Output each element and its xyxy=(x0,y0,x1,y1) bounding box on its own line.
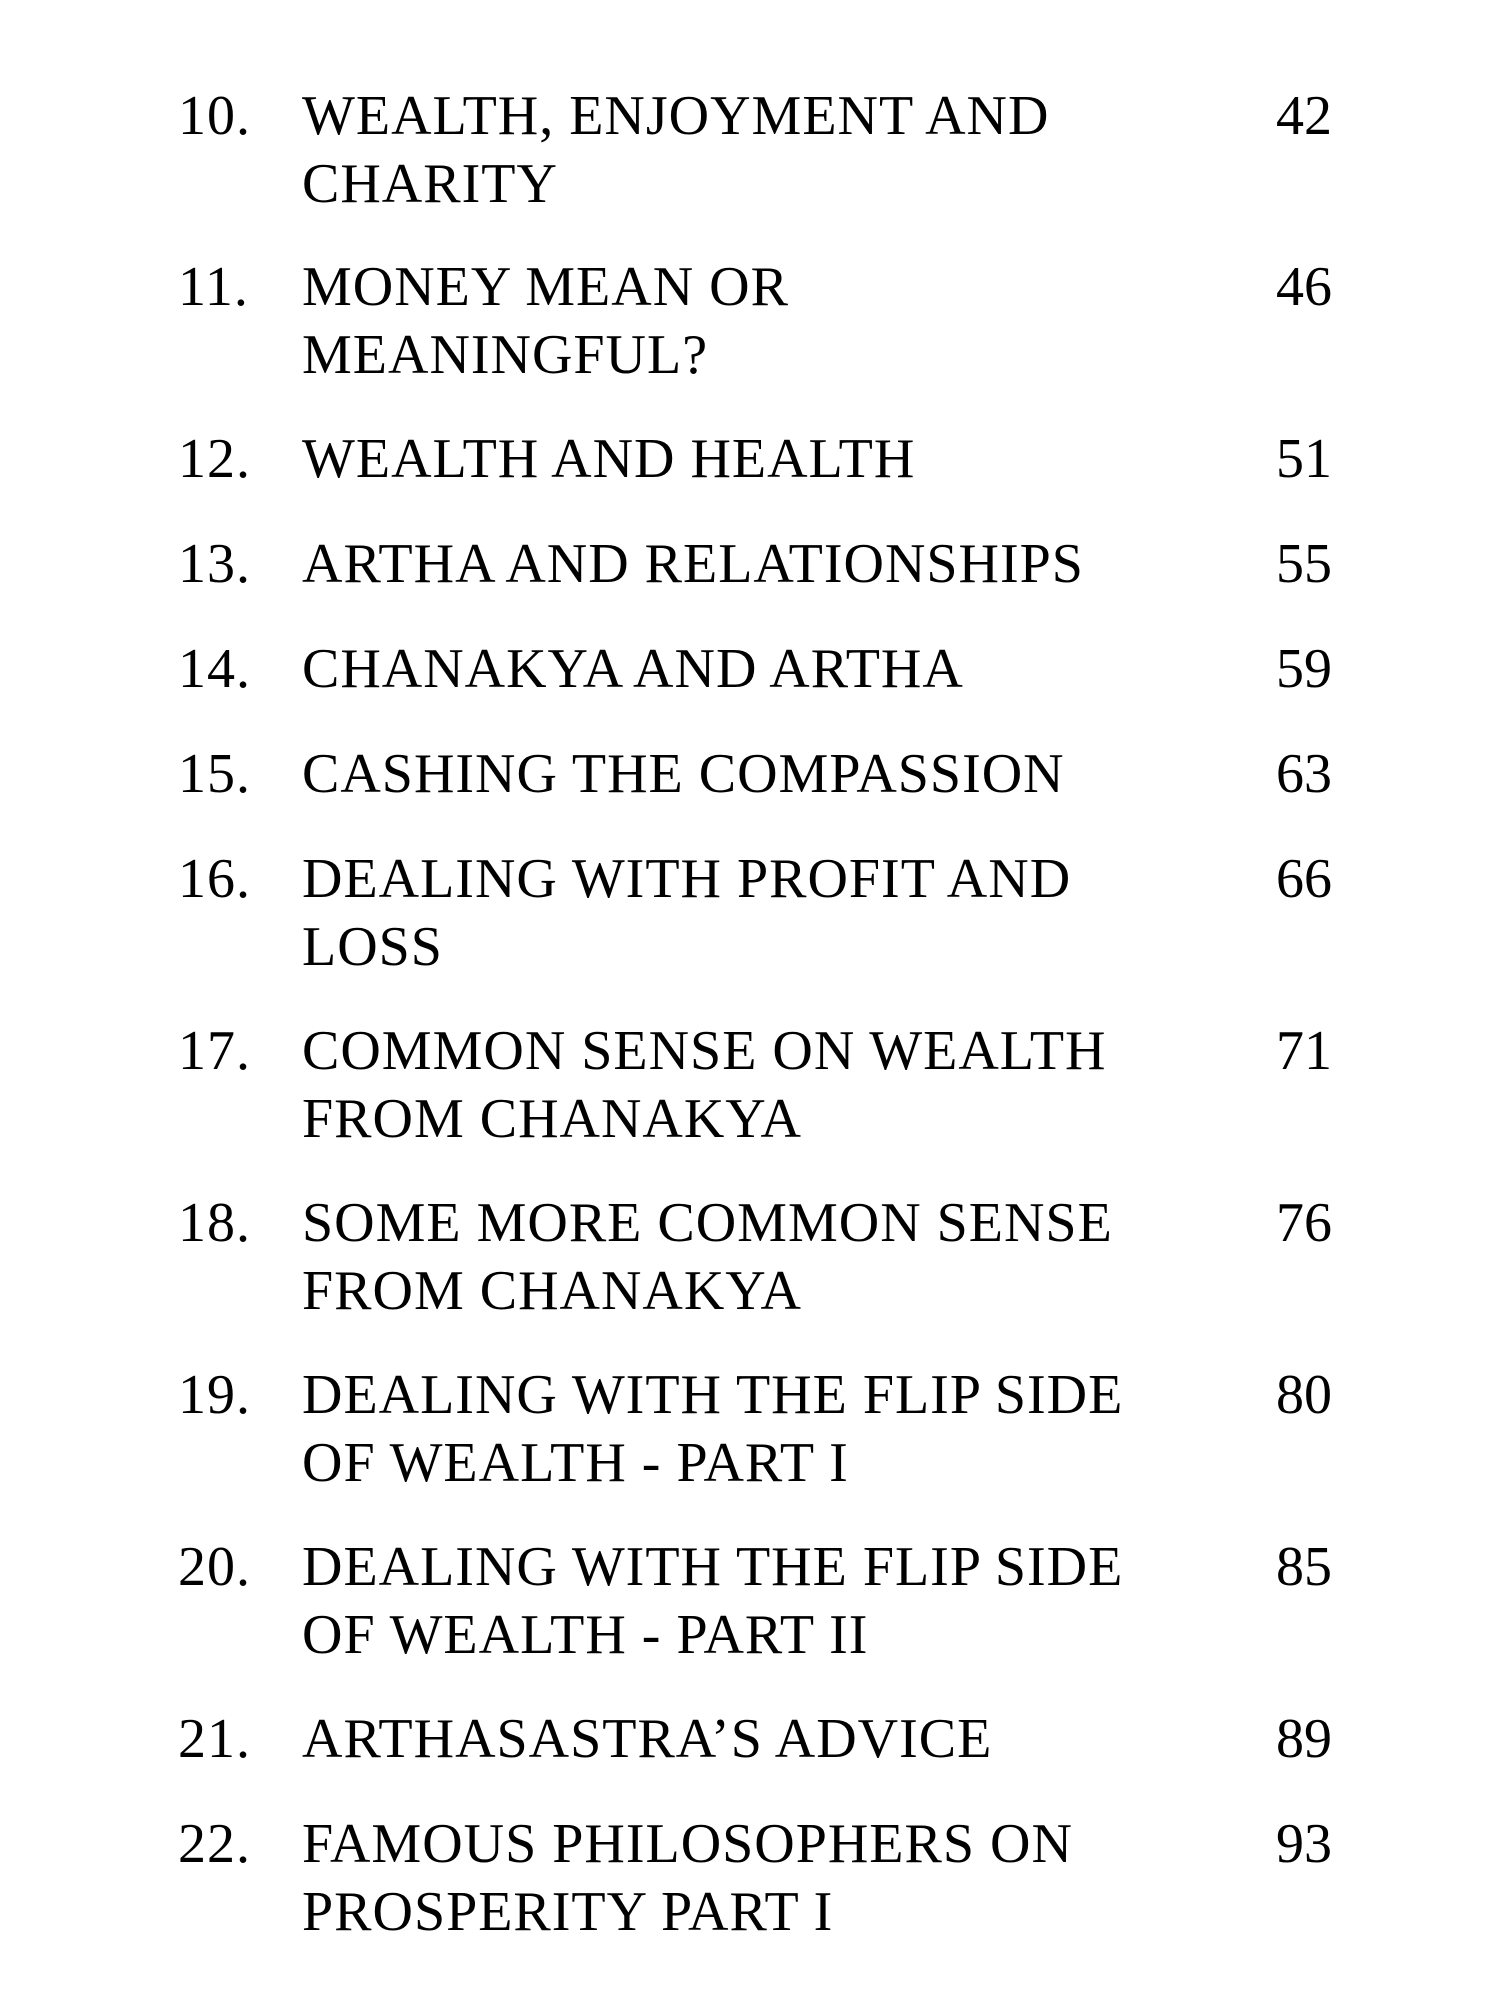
page-number: 63 xyxy=(1276,743,1332,805)
page-number: 85 xyxy=(1276,1536,1332,1598)
chapter-title: ARTHA AND RELATIONSHIPS xyxy=(302,533,1084,595)
page-number: 93 xyxy=(1276,1813,1332,1875)
chapter-number: 13. xyxy=(178,533,251,595)
chapter-number: 18. xyxy=(178,1192,251,1254)
chapter-number: 10. xyxy=(178,85,251,147)
chapter-number: 11. xyxy=(178,256,249,318)
chapter-title: DEALING WITH THE FLIP SIDE OF WEALTH - PART I xyxy=(302,1364,1124,1494)
page-number: 66 xyxy=(1276,848,1332,910)
page-number: 89 xyxy=(1276,1708,1332,1770)
page-number: 80 xyxy=(1276,1364,1332,1426)
page-number: 55 xyxy=(1276,533,1332,595)
chapter-title: MONEY MEAN OR MEANINGFUL? xyxy=(302,256,789,386)
chapter-number: 14. xyxy=(178,638,251,700)
chapter-title: CHANAKYA AND ARTHA xyxy=(302,638,964,700)
chapter-number: 22. xyxy=(178,1813,251,1875)
page-number: 59 xyxy=(1276,638,1332,700)
chapter-number: 12. xyxy=(178,428,251,490)
page-number: 76 xyxy=(1276,1192,1332,1254)
chapter-number: 15. xyxy=(178,743,251,805)
page-number: 51 xyxy=(1276,428,1332,490)
chapter-title: COMMON SENSE ON WEALTH FROM CHANAKYA xyxy=(302,1020,1107,1150)
chapter-title: DEALING WITH PROFIT AND LOSS xyxy=(302,848,1072,978)
chapter-number: 17. xyxy=(178,1020,251,1082)
page-number: 71 xyxy=(1276,1020,1332,1082)
page-number: 46 xyxy=(1276,256,1332,318)
chapter-number: 16. xyxy=(178,848,251,910)
chapter-number: 21. xyxy=(178,1708,251,1770)
chapter-number: 19. xyxy=(178,1364,251,1426)
chapter-title: DEALING WITH THE FLIP SIDE OF WEALTH - PART II xyxy=(302,1536,1124,1666)
chapter-number: 20. xyxy=(178,1536,251,1598)
chapter-title: CASHING THE COMPASSION xyxy=(302,743,1065,805)
page-number: 42 xyxy=(1276,85,1332,147)
chapter-title: FAMOUS PHILOSOPHERS ON PROSPERITY PART I xyxy=(302,1813,1073,1943)
chapter-title: WEALTH, ENJOYMENT AND CHARITY xyxy=(302,85,1050,215)
chapter-title: ARTHASASTRA’S ADVICE xyxy=(302,1708,993,1770)
chapter-title: WEALTH AND HEALTH xyxy=(302,428,916,490)
chapter-title: SOME MORE COMMON SENSE FROM CHANAKYA xyxy=(302,1192,1113,1322)
